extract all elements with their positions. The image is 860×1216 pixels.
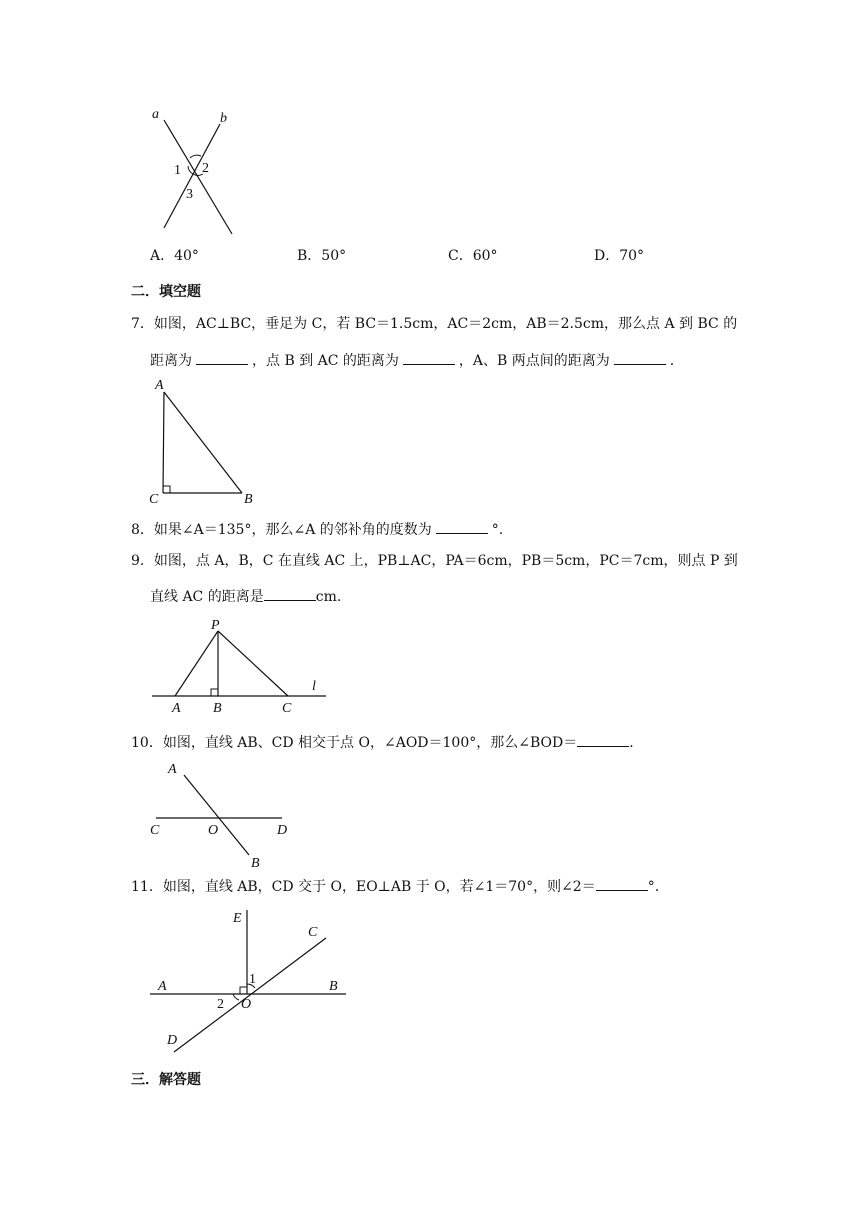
q7-text-end: . bbox=[669, 353, 675, 369]
q10-blank[interactable] bbox=[577, 732, 629, 747]
q8-text: 8．如果∠A＝135°，那么∠A 的邻补角的度数为 bbox=[131, 522, 432, 538]
q6-option-c: C．60° bbox=[448, 248, 498, 264]
q6-label-a: a bbox=[152, 107, 159, 122]
q10-text: 10．如图，直线 AB、CD 相交于点 O，∠AOD＝100°，那么∠BOD＝ bbox=[131, 735, 578, 751]
q9-label-c: C bbox=[282, 701, 292, 716]
q7-line1: 7．如图，AC⊥BC，垂足为 C，若 BC＝1.5cm，AC＝2cm，AB＝2.5cm，那么点 A 到 BC 的 bbox=[131, 316, 738, 332]
q9-blank[interactable] bbox=[264, 586, 316, 601]
q7-text-a: 距离为 bbox=[150, 353, 192, 369]
q7-figure bbox=[140, 375, 280, 510]
q11-label-o: O bbox=[241, 997, 252, 1012]
q6-angle-2: 2 bbox=[202, 161, 209, 176]
q11-blank[interactable] bbox=[596, 876, 648, 891]
q10-label-a: A bbox=[168, 762, 177, 777]
q7-label-c: C bbox=[149, 492, 159, 507]
q11-line bbox=[131, 876, 659, 897]
q6-angle-1: 1 bbox=[174, 163, 181, 178]
q9-figure bbox=[150, 615, 340, 720]
q6-option-b: B．50° bbox=[297, 248, 347, 264]
q7-blank-1[interactable] bbox=[196, 350, 248, 365]
q7-text-c: ，A、B 两点间的距离为 bbox=[458, 353, 610, 369]
q11-label-c: C bbox=[308, 925, 318, 940]
q11-label-b: B bbox=[329, 979, 338, 994]
q10-text-end: . bbox=[629, 735, 634, 751]
q10-figure bbox=[140, 755, 300, 870]
q9-label-p: P bbox=[211, 618, 220, 633]
q8-text-end: °. bbox=[491, 522, 504, 538]
q7-label-b: B bbox=[244, 492, 253, 507]
q6-label-b: b bbox=[220, 111, 227, 126]
q11-text-end: °. bbox=[647, 879, 660, 895]
q10-label-c: C bbox=[150, 823, 160, 838]
q11-angle-2: 2 bbox=[217, 997, 224, 1012]
q7-label-a: A bbox=[155, 378, 164, 393]
section-title-fill-in: 二．填空题 bbox=[131, 284, 201, 300]
q11-text: 11．如图，直线 AB，CD 交于 O，EO⊥AB 于 O，若∠1＝70°，则∠2＝ bbox=[131, 879, 596, 895]
q9-line1: 9．如图，点 A，B，C 在直线 AC 上，PB⊥AC，PA＝6cm，PB＝5cm，PC＝7cm，则点 P 到 bbox=[131, 553, 738, 569]
q10-label-b: B bbox=[251, 856, 260, 871]
q11-angle-1: 1 bbox=[249, 972, 256, 987]
q9-label-l: l bbox=[312, 679, 316, 694]
q9-text-end: cm. bbox=[315, 589, 342, 605]
q11-label-a: A bbox=[158, 979, 167, 994]
q11-label-e: E bbox=[233, 911, 242, 926]
q8-blank[interactable] bbox=[436, 519, 488, 534]
section-title-solutions: 三．解答题 bbox=[131, 1072, 201, 1088]
q6-option-d: D．70° bbox=[594, 248, 645, 264]
q11-label-d: D bbox=[167, 1033, 178, 1048]
q9-label-b: B bbox=[213, 701, 222, 716]
q7-line2 bbox=[150, 350, 674, 371]
q6-figure bbox=[140, 100, 250, 240]
q7-text-b: ，点 B 到 AC 的距离为 bbox=[252, 353, 399, 369]
q10-label-d: D bbox=[277, 823, 288, 838]
q9-text-a: 直线 AC 的距离是 bbox=[150, 589, 264, 605]
q10-label-o: O bbox=[208, 823, 219, 838]
q10-line bbox=[131, 732, 634, 753]
q8-line bbox=[131, 519, 503, 540]
q9-label-a: A bbox=[172, 701, 181, 716]
q11-figure bbox=[140, 900, 360, 1060]
q6-angle-3: 3 bbox=[186, 187, 193, 202]
q7-blank-2[interactable] bbox=[403, 350, 455, 365]
q6-option-a: A．40° bbox=[150, 248, 199, 264]
q9-line2 bbox=[150, 586, 341, 607]
q7-blank-3[interactable] bbox=[614, 350, 666, 365]
